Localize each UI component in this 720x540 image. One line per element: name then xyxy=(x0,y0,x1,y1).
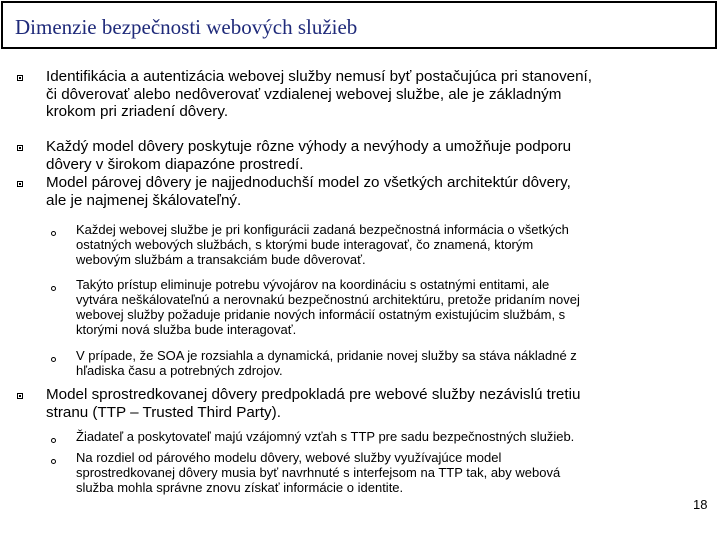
bullet-2-line-1: Každý model dôvery poskytuje rôzne výhody a nevýhody a umožňuje podporu xyxy=(46,138,572,155)
circle-bullet-icon xyxy=(51,357,56,362)
bullet-3 xyxy=(46,174,696,209)
sub-line: sprostredkovanej dôvery musia byť navrhnuté s interfejsom na TTP tak, aby webová xyxy=(76,465,561,480)
square-bullet-icon xyxy=(17,145,23,151)
bullet-4-line-1: Model sprostredkovanej dôvery predpokladá pre webové služby nezávislú tretiu xyxy=(46,386,581,403)
title-box xyxy=(1,1,717,49)
bullet-2 xyxy=(46,138,696,173)
bullet-4 xyxy=(46,386,696,421)
bullet-3-sub-1 xyxy=(76,222,706,267)
sub-line: ostatných webových službách, s ktorými bude interagovať, čo znamená, ktorým xyxy=(76,237,534,252)
bullet-1 xyxy=(46,68,696,121)
circle-bullet-icon xyxy=(51,286,56,291)
sub-line: webovej služby požaduje pridanie nových informácií ostatným existujúcim službám, s xyxy=(76,307,566,322)
bullet-1-line-1: Identifikácia a autentizácia webovej služby nemusí byť postačujúca pri stanovení, xyxy=(46,68,593,85)
bullet-2-line-2: dôvery v širokom diapazóne prostredí. xyxy=(46,155,304,173)
square-bullet-icon xyxy=(17,393,23,399)
bullet-3-sub-2 xyxy=(76,277,706,337)
bullet-3-sub-3 xyxy=(76,348,706,378)
bullet-1-line-3: krokom pri zriadení dôvery. xyxy=(46,103,229,120)
slide-title: Dimenzie bezpečnosti webových služieb xyxy=(15,15,358,39)
bullet-1-line-2: či dôverovať alebo nedôverovať vzdialenej webovej službe, ale je základným xyxy=(46,85,562,103)
sub-line: V prípade, že SOA je rozsiahla a dynamická, pridanie novej služby sa stáva nákladné z xyxy=(76,348,577,363)
sub-line: vytvára neškálovateľnú a nerovnakú bezpečnostnú architektúru, pretože pridaním novej xyxy=(76,292,580,307)
sub-line: ktorými nová služba bude interagovať. xyxy=(76,322,297,337)
square-bullet-icon xyxy=(17,75,23,81)
bullet-3-line-1: Model párovej dôvery je najjednoduchší model zo všetkých architektúr dôvery, xyxy=(46,174,571,191)
circle-bullet-icon xyxy=(51,231,56,236)
sub-line: služba mohla správne znovu získať informácie o identite. xyxy=(76,480,404,495)
bullet-4-sub-1 xyxy=(76,429,706,444)
sub-line: hľadiska času a potrebných zdrojov. xyxy=(76,363,283,378)
bullet-4-line-2: stranu (TTP – Trusted Third Party). xyxy=(46,403,281,421)
page-number: 18 xyxy=(693,497,708,512)
sub-line: webovým službám a transakciám bude dôverovať. xyxy=(76,252,366,267)
sub-line: Žiadateľ a poskytovateľ majú vzájomný vzťah s TTP pre sadu bezpečnostných služieb. xyxy=(76,429,575,444)
square-bullet-icon xyxy=(17,181,23,187)
sub-line: Na rozdiel od párového modelu dôvery, webové služby využívajúce model xyxy=(76,450,502,465)
circle-bullet-icon xyxy=(51,438,56,443)
sub-line: Každej webovej službe je pri konfigurácii zadaná bezpečnostná informácia o všetkých xyxy=(76,222,569,237)
bullet-4-sub-2 xyxy=(76,450,706,495)
circle-bullet-icon xyxy=(51,459,56,464)
sub-line: Takýto prístup eliminuje potrebu vývojárov na koordináciu s ostatnými entitami, ale xyxy=(76,277,550,292)
bullet-3-line-2: ale je najmenej škálovateľný. xyxy=(46,191,242,209)
